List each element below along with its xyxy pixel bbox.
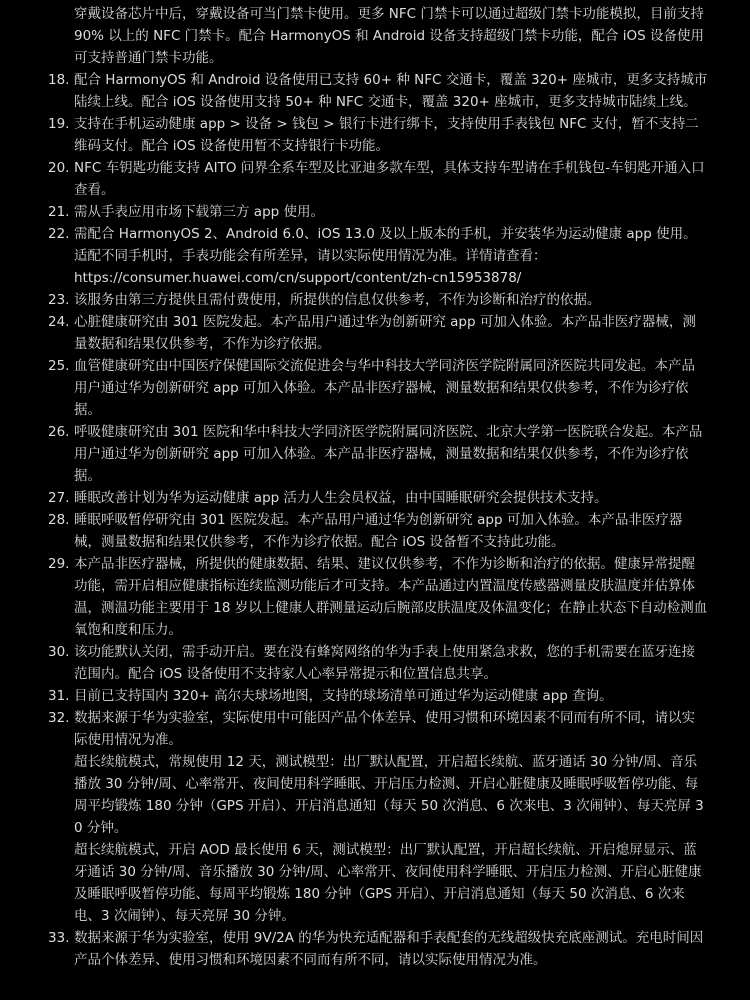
notes-list [48,69,708,971]
footnote-item [48,421,708,487]
footnote-item [48,355,708,421]
footnote-item [48,685,708,707]
footnote-number: 23. [48,292,70,308]
footnote-number: 29. [48,556,70,572]
footnote-item [48,641,708,685]
footnote-item [48,707,708,751]
footnote-item [48,201,708,223]
footnote-text: 该服务由第三方提供且需付费使用，所提供的信息仅供参考，不作为诊断和治疗的依据。 [74,292,601,308]
footnote-subparagraph: 超长续航模式，常规使用 12 天，测试模型：出厂默认配置，开启超长续航、蓝牙通话 30 分钟/周、音乐播放 30 分钟/周、心率常开、夜间使用科学睡眠、开启压力检测、开启心脏健康及睡眠呼吸暂停功能、每周平均锻炼 180 分钟（GPS 开启）、开启消息通知（每天 50 次消息、6 次来电、3 次闹钟）、每天亮屏 30 分钟。 [74,754,704,836]
footnote-number: 19. [48,116,70,132]
footnote-number: 32. [48,710,70,726]
footnote-number: 25. [48,358,70,374]
footnote-item [48,553,708,641]
footnote-text: 数据来源于华为实验室，实际使用中可能因产品个体差异、使用习惯和环境因素不同而有所不同，请以实际使用情况为准。 [74,710,695,748]
footnote-text: 目前已支持国内 320+ 高尔夫球场地图，支持的球场清单可通过华为运动健康 app 查询。 [74,688,613,704]
footnote-text: 心脏健康研究由 301 医院发起。本产品用户通过华为创新研究 app 可加入体验。本产品非医疗器械，测量数据和结果仅供参考，不作为诊疗依据。 [74,314,696,352]
footnote-number: 33. [48,930,70,946]
footnotes [48,3,708,971]
footnote-text: 本产品非医疗器械，所提供的健康数据、结果、建议仅供参考，不作为诊断和治疗的依据。健康异常提醒功能，需开启相应健康指标连续监测功能后才可支持。本产品通过内置温度传感器测量皮肤温度并估算体温，测温功能主要用于 18 岁以上健康人群测量运动后腕部皮肤温度及体温变化；在静止状态下自动检测血氧饱和度和压力。 [74,556,708,638]
footnote-text: 呼吸健康研究由 301 医院和华中科技大学同济医学院附属同济医院、北京大学第一医院联合发起。本产品用户通过华为创新研究 app 可加入体验。本产品非医疗器械，测量数据和结果仅供参考，不作为诊疗依据。 [74,424,703,484]
support-link[interactable]: https://consumer.huawei.com/cn/support/content/zh-cn15953878/ [74,270,522,286]
footnote-item [48,113,708,157]
footnote-number: 28. [48,512,70,528]
footnote-item [48,509,708,553]
footnote-number: 26. [48,424,70,440]
footnote-text: 需从手表应用市场下载第三方 app 使用。 [74,204,324,220]
footnote-number: 21. [48,204,70,220]
footnote-number: 31. [48,688,70,704]
footnote-item [48,289,708,311]
footnote-text: 数据来源于华为实验室，使用 9V/2A 的华为快充适配器和手表配套的无线超级快充底座测试。充电时间因产品个体差异、使用习惯和环境因素不同而有所不同，请以实际使用情况为准。 [74,930,704,968]
footnote-number: 30. [48,644,70,660]
footnote-text: 该功能默认关闭，需手动开启。要在没有蜂窝网络的华为手表上使用紧急求救，您的手机需要在蓝牙连接范围内。配合 iOS 设备使用不支持家人心率异常提示和位置信息共享。 [74,644,695,682]
footnote-text: 血管健康研究由中国医疗保健国际交流促进会与华中科技大学同济医学院附属同济医院共同发起。本产品用户通过华为创新研究 app 可加入体验。本产品非医疗器械，测量数据和结果仅供参考，不作为诊疗依据。 [74,358,695,418]
footnote-text: 支持在手机运动健康 app > 设备 > 钱包 > 银行卡进行绑卡，支持使用手表钱包 NFC 支付，暂不支持二维码支付。配合 iOS 设备使用暂不支持银行卡功能。 [74,116,699,154]
footnote-text: 需配合 HarmonyOS 2、Android 6.0、iOS 13.0 及以上版本的手机，并安装华为运动健康 app 使用。适配不同手机时，手表功能会有所差异，请以实际使用情况为准。详情请查看： [74,226,697,264]
footnote-number: 22. [48,226,70,242]
footnote-item [48,487,708,509]
footnote-item [48,223,708,289]
footnote-number: 18. [48,72,70,88]
footnote-item [48,927,708,971]
footnote-number: 20. [48,160,70,176]
footnote-item [48,69,708,113]
footnote-number: 24. [48,314,70,330]
footnote-item [48,311,708,355]
footnote-text: 睡眠呼吸暂停研究由 301 医院发起。本产品用户通过华为创新研究 app 可加入体验。本产品非医疗器械，测量数据和结果仅供参考，不作为诊疗依据。配合 iOS 设备暂不支持此功能。 [74,512,683,550]
footnote-text: 配合 HarmonyOS 和 Android 设备使用已支持 60+ 种 NFC 交通卡，覆盖 320+ 座城市，更多支持城市陆续上线。配合 iOS 设备使用支持 50+ 种 NFC 交通卡，覆盖 320+ 座城市，更多支持城市陆续上线。 [74,72,708,110]
footnote-text: NFC 车钥匙功能支持 AITO 问界全系车型及比亚迪多款车型，具体支持车型请在手机钱包-车钥匙开通入口查看。 [74,160,705,198]
footnote-text: 睡眠改善计划为华为运动健康 app 活力人生会员权益，由中国睡眠研究会提供技术支持。 [74,490,608,506]
intro-continuation: 穿戴设备芯片中后，穿戴设备可当门禁卡使用。更多 NFC 门禁卡可以通过超级门禁卡功能模拟，目前支持 90% 以上的 NFC 门禁卡。配合 HarmonyOS 和 Android 设备支持超级门禁卡功能，配合 iOS 设备使用可支持普通门禁卡功能。 [74,6,704,66]
footnote-number: 27. [48,490,70,506]
footnote-item [48,157,708,201]
footnote-subparagraph: 超长续航模式，开启 AOD 最长使用 6 天，测试模型：出厂默认配置，开启超长续航、开启熄屏显示、蓝牙通话 30 分钟/周、音乐播放 30 分钟/周、心率常开、夜间使用科学睡眠、开启压力检测、开启心脏健康及睡眠呼吸暂停功能、每周平均锻炼 180 分钟（GPS 开启）、开启消息通知（每天 50 次消息、6 次来电、3 次闹钟）、每天亮屏 30 分钟。 [74,842,702,924]
